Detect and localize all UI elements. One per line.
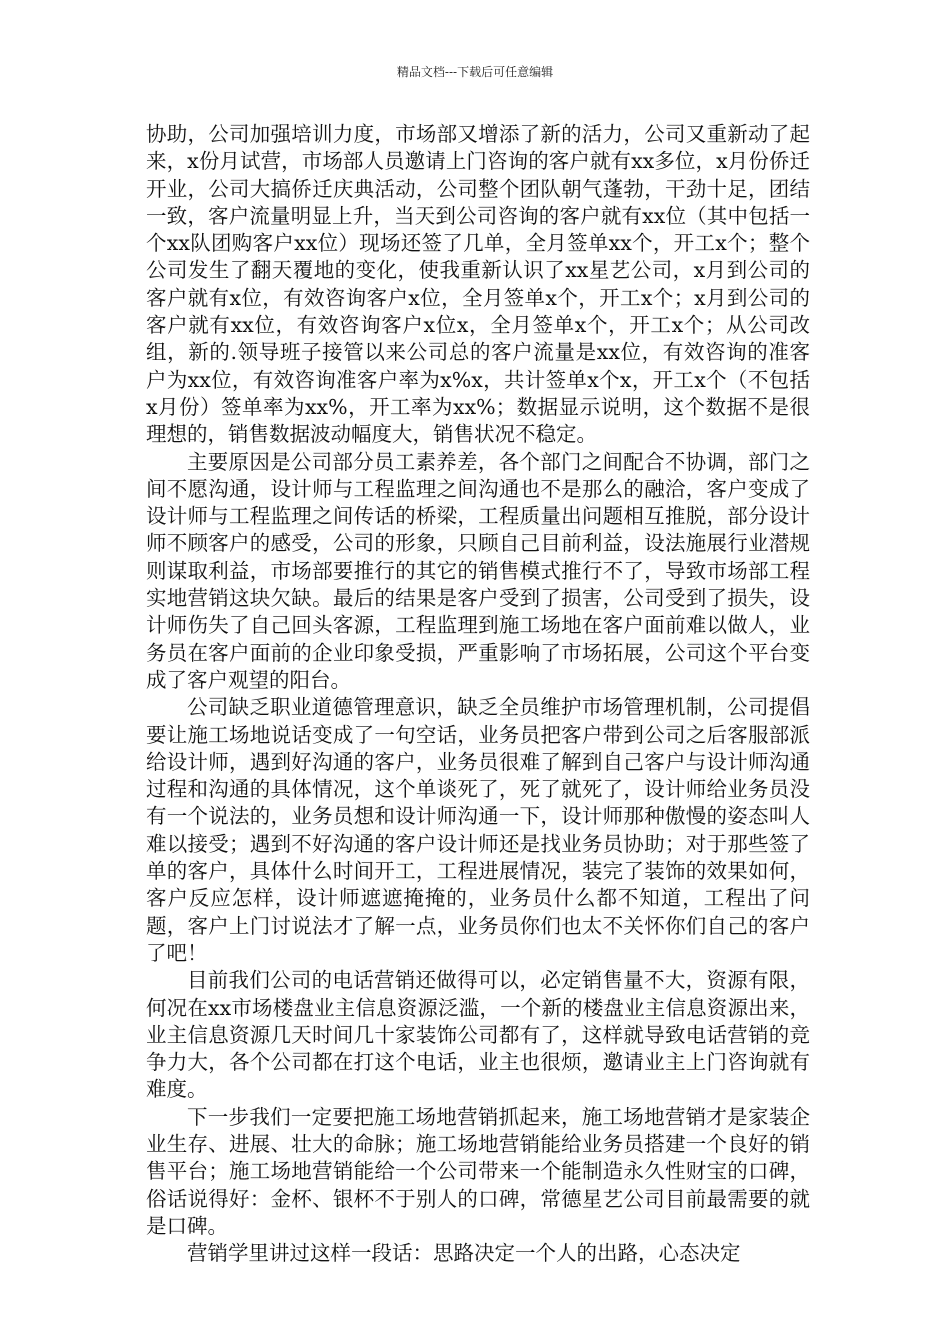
paragraph-6: 营销学里讲过这样一段话：思路决定一个人的出路，心态决定	[187, 1241, 741, 1266]
paragraph-2: 主要原因是公司部分员工素养差，各个部门之间配合不协调，部门之间不愿沟通，设计师与工程监理之间沟通也不是那么的融洽，客户变成了设计师与工程监理之间传话的桥梁，工程质量出问题相互推脱，部分设计师不顾客户的感受，公司的形象，只顾自己目前利益，设法施展行业潜规则谋取利益，市场部要推行的其它的销售模式推行不了，导致市场部工程实地营销这块欠缺。最后的结果是客户受到了损害，公司受到了损失，设计师伤失了自己回头客源，工程监理到施工场地在客户面前难以做人，业务员在客户面前的企业印象受损，严重影响了市场拓展，公司这个平台变成了客户观望的阳台。	[146, 449, 810, 692]
paragraph-4: 目前我们公司的电话营销还做得可以，必定销售量不大，资源有限，何况在xx市场楼盘业主信息资源泛滥，一个新的楼盘业主信息资源出来，业主信息资源几天时间几十家装饰公司都有了，这样就导致电话营销的竞争力大，各个公司都在打这个电话，业主也很烦，邀请业主上门咨询就有难度。	[146, 968, 810, 1102]
paragraph-1: 协助，公司加强培训力度，市场部又增添了新的活力，公司又重新动了起来，x份月试营，市场部人员邀请上门咨询的客户就有xx多位，x月份侨迁开业，公司大搞侨迁庆典活动，公司整个团队朝气蓬勃，干劲十足，团结一致，客户流量明显上升，当天到公司咨询的客户就有xx位（其中包括一个xx队团购客户xx位）现场还签了几单，全月签单xx个，开工x个；整个公司发生了翻天覆地的变化，使我重新认识了xx星艺公司，x月到公司的客户就有x位，有效咨询客户x位，全月签单x个，开工x个；x月到公司的客户就有xx位，有效咨询客户x位x，全月签单x个，开工x个；从公司改组，新的.领导班子接管以来公司总的客户流量是xx位，有效咨询的准客户为xx位，有效咨询准客户率为x%x，共计签单x个x，开工x个（不包括x月份）签单率为xx%，开工率为xx%；数据显示说明，这个数据不是很理想的，销售数据波动幅度大，销售状况不稳定。	[146, 122, 810, 447]
paragraph-5: 下一步我们一定要把施工场地营销抓起来，施工场地营销才是家装企业生存、进展、壮大的命脉；施工场地营销能给业务员搭建一个良好的销售平台；施工场地营销能给一个公司带来一个能制造永久性财宝的口碑，俗话说得好：金杯、银杯不于别人的口碑，常德星艺公司目前最需要的就是口碑。	[146, 1104, 810, 1238]
page-header: 精品文档---下载后可任意编辑	[396, 65, 554, 79]
paragraph-3: 公司缺乏职业道德管理意识，缺乏全员维护市场管理机制，公司提倡要让施工场地说话变成了一句空话，业务员把客户带到公司之后客服部派给设计师，遇到好沟通的客户，业务员很难了解到自己客户与设计师沟通过程和沟通的具体情况，这个单谈死了，死了就死了，设计师给业务员没有一个说法的，业务员想和设计师沟通一下，设计师那种傲慢的姿态叫人难以接受；遇到不好沟通的客户设计师还是找业务员协助；对于那些签了单的客户，具体什么时间开工，工程进展情况，装完了装饰的效果如何，客户反应怎样，设计师遮遮掩掩的，业务员什么都不知道，工程出了问题，客户上门讨说法才了解一点，业务员你们也太不关怀你们自己的客户了吧！	[146, 695, 810, 965]
document-body	[146, 121, 810, 1267]
